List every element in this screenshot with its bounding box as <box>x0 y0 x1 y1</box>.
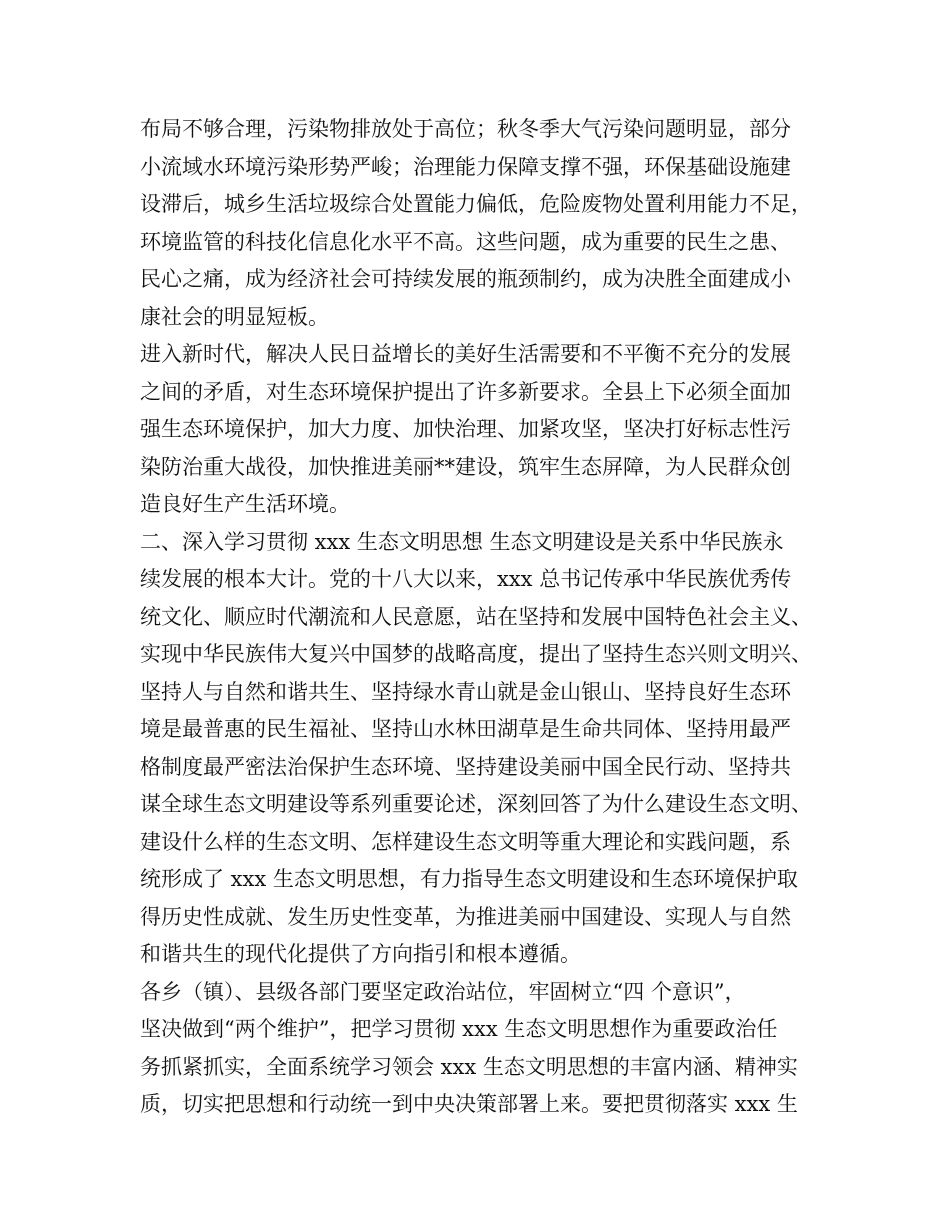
text-line: 谋全球生态文明建设等系列重要论述，深刻回答了为什么建设生态文明、 <box>140 792 812 816</box>
text-line: 进入新时代，解决人民日益增长的美好生活需要和不平衡不充分的发展 <box>140 342 791 366</box>
text-line: 统形成了 xxx 生态文明思想，有力指导生态文明建设和生态环境保护取 <box>140 867 798 891</box>
text-line: 格制度最严密法治保护生态环境、坚持建设美丽中国全民行动、坚持共 <box>140 754 791 779</box>
text-line: 境是最普惠的民生福祉、坚持山水林田湖草是生命共同体、坚持用最严 <box>140 717 791 741</box>
text-line: 染防治重大战役，加快推进美丽**建设，筑牢生态屏障，为人民群众创 <box>140 454 791 479</box>
document-body <box>140 111 830 1124</box>
text-line: 强生态环境保护，加大力度、加快治理、加紧攻坚，坚决打好标志性污 <box>140 417 791 441</box>
text-line: 康社会的明显短板。 <box>140 304 329 329</box>
text-line: 之间的矛盾，对生态环境保护提出了许多新要求。全县上下必须全面加 <box>140 379 791 404</box>
text-line: 建设什么样的生态文明、怎样建设生态文明等重大理论和实践问题，系 <box>140 829 791 854</box>
text-line: 实现中华民族伟大复兴中国梦的战略高度，提出了坚持生态兴则文明兴、 <box>140 642 812 666</box>
section-heading-line: 二、深入学习贯彻 xxx 生态文明思想 生态文明建设是关系中华民族永 <box>140 529 784 554</box>
text-line: 续发展的根本大计。党的十八大以来，xxx 总书记传承中华民族优秀传 <box>140 567 792 591</box>
text-line: 坚持人与自然和谐共生、坚持绿水青山就是金山银山、坚持良好生态环 <box>140 679 791 704</box>
text-line: 统文化、顺应时代潮流和人民意愿，站在坚持和发展中国特色社会主义、 <box>140 604 812 629</box>
text-line: 设滞后，城乡生活垃圾综合处置能力偏低，危险废物处置利用能力不足， <box>140 192 812 216</box>
text-line: 和谐共生的现代化提供了方向指引和根本遵循。 <box>140 942 581 966</box>
text-line: 各乡（镇）、县级各部门要坚定政治站位，牢固树立“四 个意识”， <box>140 979 746 1004</box>
text-line: 布局不够合理，污染物排放处于高位；秋冬季大气污染问题明显，部分 <box>140 117 791 141</box>
text-line: 小流域水环境污染形势严峻；治理能力保障支撑不强，环保基础设施建 <box>140 154 791 179</box>
text-line: 质，切实把思想和行动统一到中央决策部署上来。要把贯彻落实 xxx 生 <box>140 1092 798 1116</box>
text-line: 民心之痛，成为经济社会可持续发展的瓶颈制约，成为决胜全面建成小 <box>140 267 791 291</box>
text-line: 坚决做到“两个维护”，把学习贯彻 xxx 生态文明思想作为重要政治任 <box>140 1017 778 1041</box>
text-line: 环境监管的科技化信息化水平不高。这些问题，成为重要的民生之患、 <box>140 229 791 254</box>
text-line: 得历史性成就、发生历史性变革，为推进美丽中国建设、实现人与自然 <box>140 904 791 929</box>
text-line: 造良好生产生活环境。 <box>140 492 350 516</box>
text-line: 务抓紧抓实，全面系统学习领会 xxx 生态文明思想的丰富内涵、精神实 <box>140 1054 798 1079</box>
